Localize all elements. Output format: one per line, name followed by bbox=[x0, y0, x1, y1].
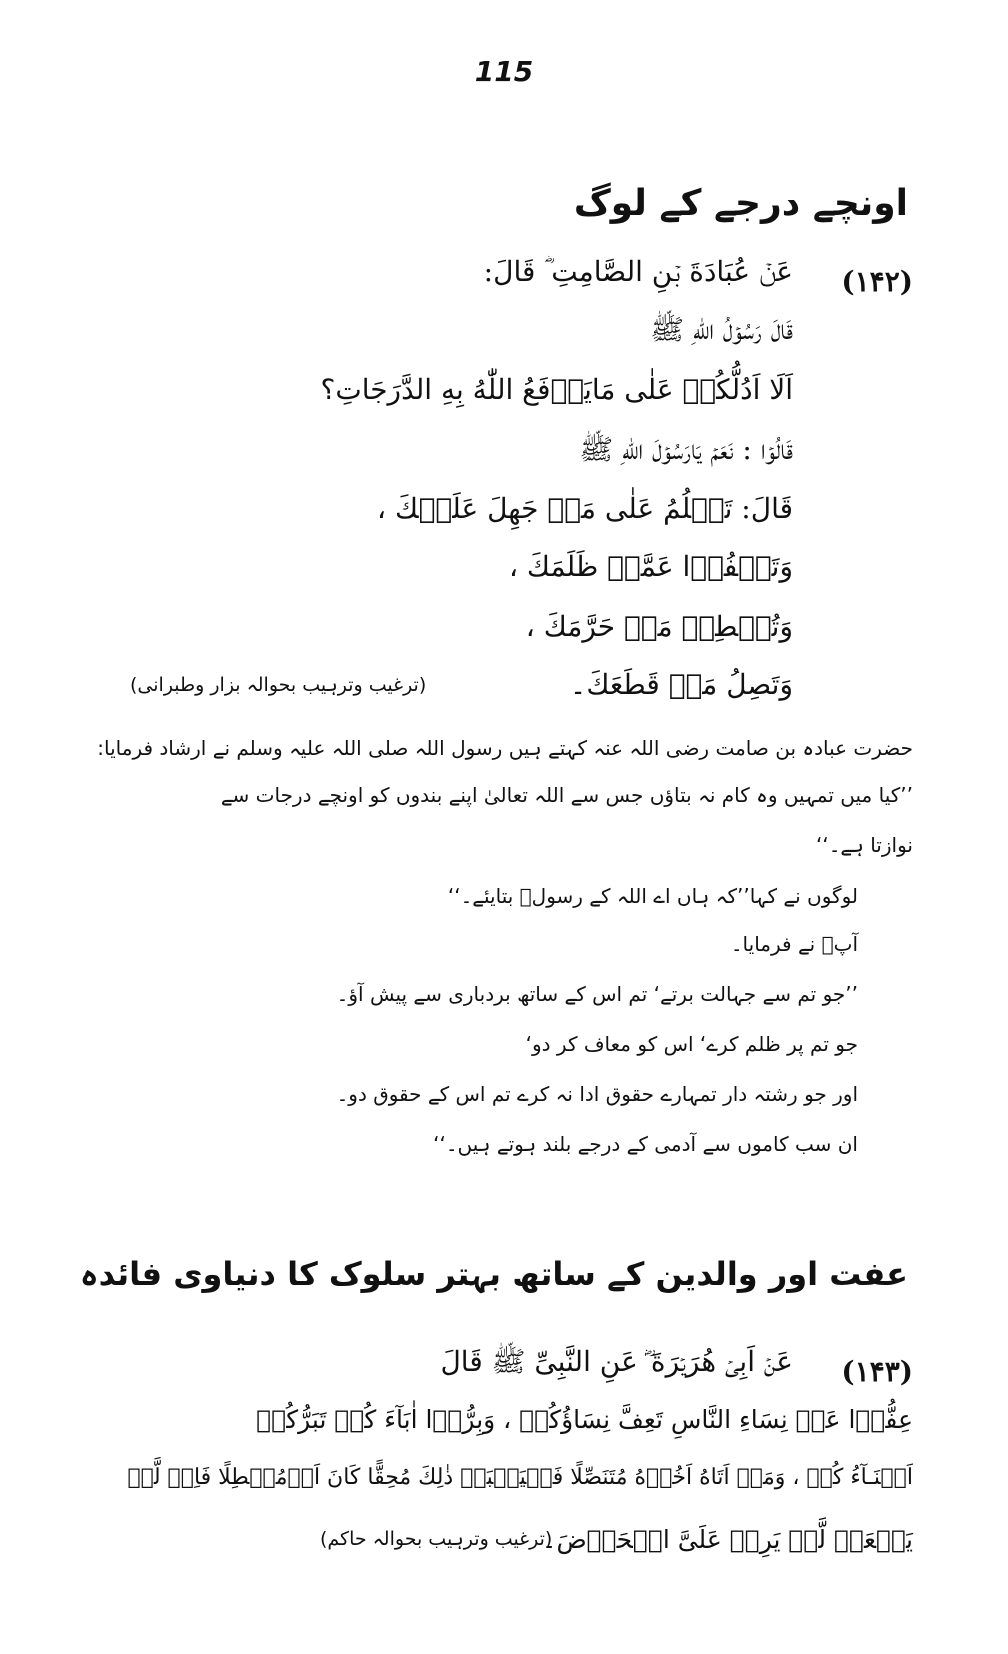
page-number: 115 bbox=[474, 55, 534, 88]
section-heading: عفت اور والدین کے ساتھ بہتر سلوک کا دنیاوی فائدہ bbox=[79, 1255, 908, 1293]
arabic-line: يَفۡعَلۡ لَّمۡ يَرِدۡ عَلَىَّ الۡحَوۡضَ۔ bbox=[541, 1525, 913, 1554]
arabic-line: عَنۡ عُبَادَةَ بۡنِ الصَّامِتِ ؓ قَالَ: bbox=[483, 255, 793, 288]
translation-line: جو تم پر ظلم کرے‘ اس کو معاف کر دو‘ bbox=[525, 1032, 858, 1056]
arabic-line: اَلَا اَدُلُّكُمۡ عَلٰى مَايَرۡفَعُ اللّٰهُ بِهِ الدَّرَجَاتِ؟ bbox=[320, 373, 793, 406]
translation-line: ’’کیا میں تمہیں وہ کام نہ بتاؤں جس سے اللہ تعالیٰ اپنے بندوں کو اونچے درجات سے bbox=[220, 783, 913, 807]
arabic-line: وَتَعۡفُوۡا عَمَّنۡ ظَلَمَكَ ، bbox=[508, 550, 793, 583]
hadith-reference: (ترغیب وترہیب بحوالہ بزار وطبرانی) bbox=[130, 674, 427, 696]
arabic-line: عِفُّوۡا عَنۡ نِسَاءِ النَّاسِ تَعِفَّ نِسَاؤُكُمۡ ، وَبِرُّوۡا اٰبَآءَ كُمۡ تَبَرُّكُمۡ bbox=[256, 1405, 913, 1434]
translation-line: اور جو رشتہ دار تمہارے حقوق ادا نہ کرے تم اس کے حقوق دو۔ bbox=[336, 1082, 858, 1106]
translation-line: لوگوں نے کہا’’کہ ہاں اے اللہ کے رسولؐ بتایئے۔‘‘ bbox=[447, 884, 858, 908]
translation-line: ’’جو تم سے جہالت برتے‘ تم اس کے ساتھ بردباری سے پیش آؤ۔ bbox=[336, 982, 858, 1006]
arabic-line: وَتَصِلُ مَنۡ قَطَعَكَ۔ bbox=[569, 668, 793, 701]
translation-line: ان سب کاموں سے آدمی کے درجے بلند ہوتے ہیں۔‘‘ bbox=[433, 1132, 858, 1156]
hadith-reference: (ترغیب وترہیب بحوالہ حاکم) bbox=[320, 1528, 553, 1550]
arabic-line: عَنۡ اَبِىۡ هُرَيۡرَةَ ؓ عَنِ النَّبِىِّ ﷺ قَالَ bbox=[440, 1345, 793, 1378]
arabic-line: وَتُعۡطِىۡ مَنۡ حَرَّمَكَ ، bbox=[525, 610, 793, 643]
translation-line: آپؐ نے فرمایا۔ bbox=[730, 932, 858, 956]
hadith-number: (۱۴۲) bbox=[841, 265, 913, 298]
arabic-line: قَالَ: تَحۡلُمُ عَلٰى مَنۡ جَهِلَ عَلَيۡكَ ، bbox=[377, 492, 793, 525]
arabic-line: قَالَ رَسُوۡلُ اللّٰهِ ﷺ bbox=[650, 313, 793, 346]
translation-line: حضرت عبادہ بن صامت رضی اللہ عنہ کہتے ہیں رسول اللہ صلی اللہ علیہ وسلم نے ارشاد فرمایا: bbox=[97, 736, 913, 760]
arabic-line: اَبۡنَـآءُ كُمۡ ، وَمَنۡ اَتَاهُ اَخُوۡهُ مُتَنَصِّلًا فَلۡيَقۡبَلۡ ذٰلِكَ مُحِقًّا كَانَ اَوۡمُبۡطِلًا فَاِنۡ لَّمۡ bbox=[127, 1465, 913, 1490]
arabic-line: قَالُوۡا : نَعَمۡ يَارَسُوۡلَ اللّٰهِ ﷺ bbox=[579, 433, 793, 466]
hadith-number: (۱۴۳) bbox=[841, 1355, 913, 1388]
section-heading: اونچے درجے کے لوگ bbox=[573, 183, 908, 224]
translation-line: نوازتا ہے۔‘‘ bbox=[815, 833, 913, 857]
